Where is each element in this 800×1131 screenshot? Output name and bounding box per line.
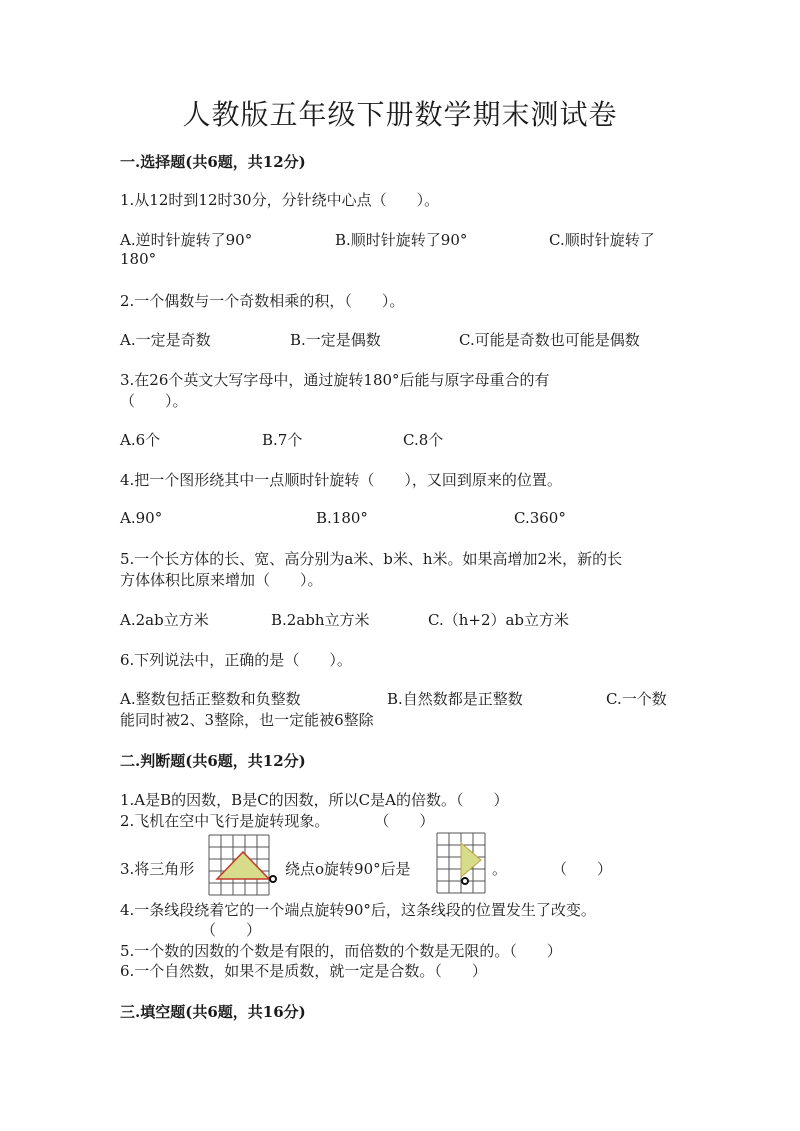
question-1-option-a: A.逆时针旋转了90° bbox=[120, 231, 253, 249]
judge-question-4: 4.一条线段绕着它的一个端点旋转90°后，这条线段的位置发生了改变。 bbox=[120, 901, 596, 919]
question-6-option-c-cont: 能同时被2、3整除，也一定能被6整除 bbox=[120, 711, 374, 729]
question-4-option-c: C.360° bbox=[514, 509, 566, 527]
judge-question-2: 2.飞机在空中飞行是旋转现象。 （ ） bbox=[120, 812, 435, 830]
question-2-option-b: B.一定是偶数 bbox=[290, 331, 381, 349]
question-5-option-b: B.2abh立方米 bbox=[271, 611, 370, 629]
question-3-option-a: A.6个 bbox=[120, 431, 161, 449]
question-4-option-b: B.180° bbox=[316, 509, 368, 527]
section-heading-judge: 二.判断题(共6题，共12分) bbox=[120, 752, 306, 770]
judge-question-6: 6.一个自然数，如果不是质数，就一定是合数。（ ） bbox=[120, 962, 487, 980]
triangle-original-figure bbox=[203, 832, 285, 898]
judge-question-5: 5.一个数的因数的个数是有限的，而倍数的个数是无限的。（ ） bbox=[120, 942, 562, 960]
question-6-option-a: A.整数包括正整数和负整数 bbox=[120, 690, 301, 708]
triangle-rotated-figure bbox=[434, 830, 490, 896]
question-2-stem: 2.一个偶数与一个奇数相乘的积，（ ）。 bbox=[120, 292, 405, 310]
question-2-option-a: A.一定是奇数 bbox=[120, 331, 211, 349]
question-6-option-b: B.自然数都是正整数 bbox=[387, 690, 523, 708]
section-heading-choice: 一.选择题(共6题，共12分) bbox=[120, 153, 306, 171]
question-4-stem: 4.把一个图形绕其中一点顺时针旋转（ ），又回到原来的位置。 bbox=[120, 471, 562, 489]
question-6-stem: 6.下列说法中，正确的是（ ）。 bbox=[120, 651, 352, 669]
question-5-option-c: C.（h+2）ab立方米 bbox=[428, 611, 570, 629]
question-5-stem-cont: 方体体积比原来增加（ ）。 bbox=[120, 571, 323, 589]
question-3-option-c: C.8个 bbox=[403, 431, 444, 449]
question-3-option-b: B.7个 bbox=[262, 431, 303, 449]
question-1-stem: 1.从12时到12时30分，分针绕中心点（ ）。 bbox=[120, 191, 440, 209]
judge-question-3-middle: 绕点o旋转90°后是 bbox=[285, 860, 411, 878]
judge-question-4-cont: （ ） bbox=[201, 921, 262, 939]
question-1-option-b: B.顺时针旋转了90° bbox=[335, 231, 468, 249]
question-2-option-c: C.可能是奇数也可能是偶数 bbox=[459, 331, 640, 349]
question-1-option-c-cont: 180° bbox=[120, 250, 157, 268]
section-heading-fill: 三.填空题(共6题，共16分) bbox=[120, 1003, 306, 1021]
question-4-option-a: A.90° bbox=[120, 509, 163, 527]
question-6-option-c: C.一个数 bbox=[606, 690, 667, 708]
judge-question-3-suffix: 。 （ ） bbox=[492, 860, 613, 878]
question-3-stem-cont: （ ）。 bbox=[120, 392, 188, 410]
question-1-option-c: C.顺时针旋转了 bbox=[549, 231, 655, 249]
judge-question-1: 1.A是B的因数，B是C的因数，所以C是A的倍数。（ ） bbox=[120, 791, 509, 809]
question-5-option-a: A.2ab立方米 bbox=[120, 611, 209, 629]
page-title: 人教版五年级下册数学期末测试卷 bbox=[182, 98, 618, 131]
judge-question-3-prefix: 3.将三角形 bbox=[120, 860, 195, 878]
question-5-stem: 5.一个长方体的长、宽、高分别为a米、b米、h米。如果高增加2米，新的长 bbox=[120, 550, 623, 568]
question-3-stem: 3.在26个英文大写字母中，通过旋转180°后能与原字母重合的有 bbox=[120, 371, 550, 389]
